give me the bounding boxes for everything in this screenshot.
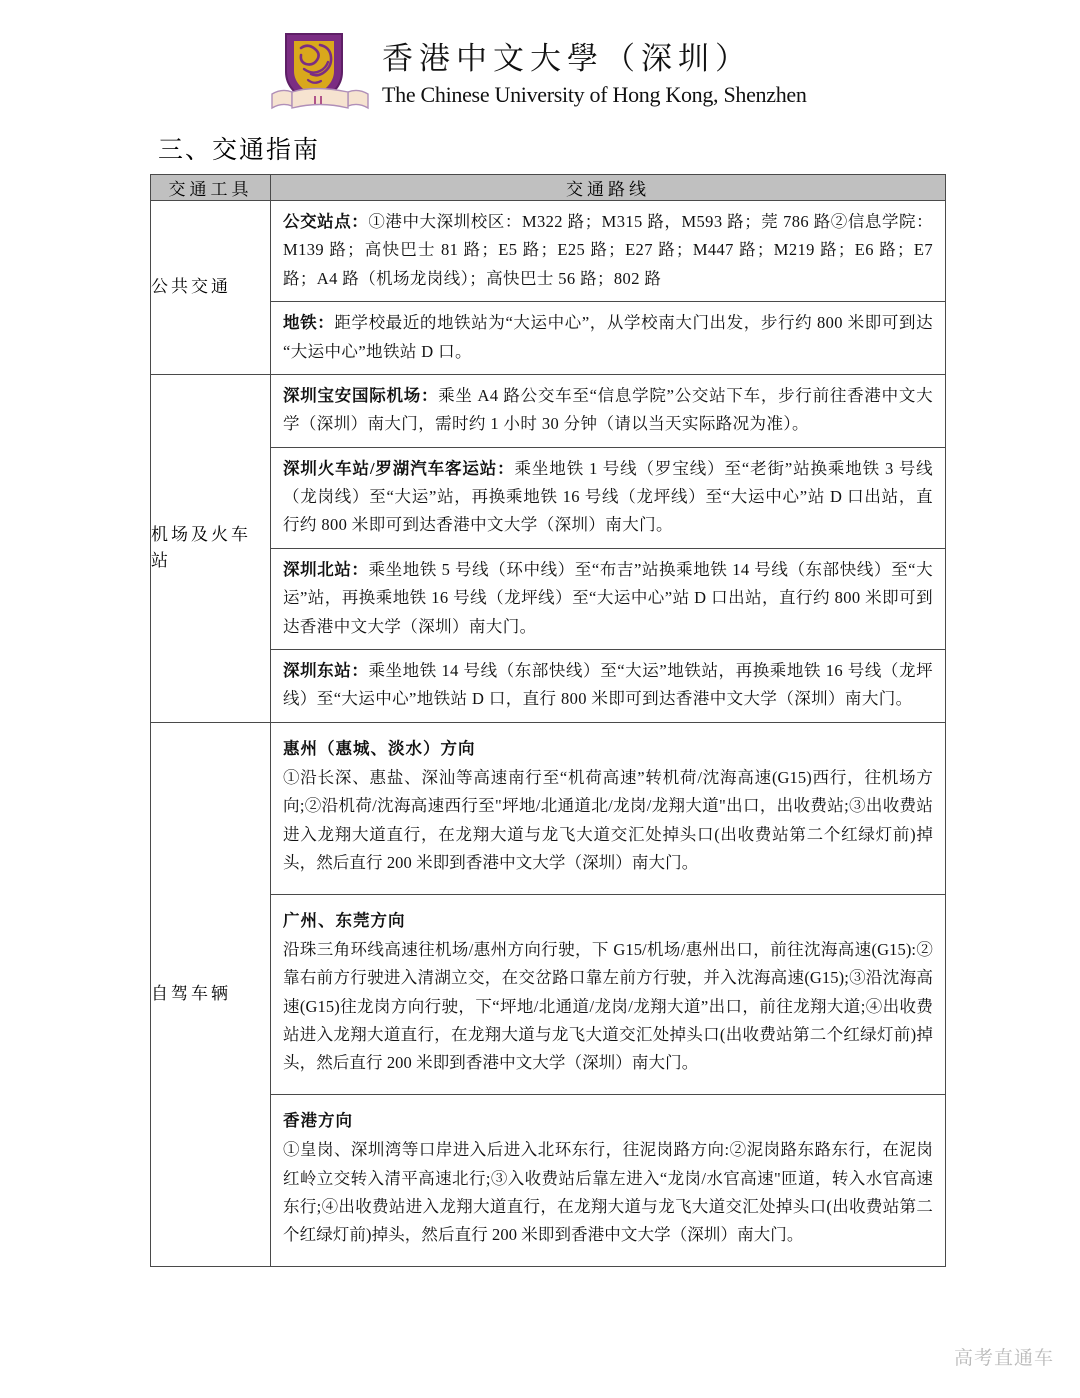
cuhk-shield-icon xyxy=(268,28,372,120)
route-lead-label: 深圳北站： xyxy=(283,559,369,579)
route-text: 乘坐 A4 路公交车至“信息学院”公交站下车，步行前往香港中文大学（深圳）南大门，需时约 1 小时 30 分钟（请以当天实际路况为准）。 xyxy=(283,385,933,434)
letterhead-text xyxy=(382,39,807,108)
route-lead-label: 地铁： xyxy=(283,313,335,333)
route-metro xyxy=(271,302,945,374)
table-row xyxy=(151,374,946,722)
row-label-self-driving: 自驾车辆 xyxy=(151,722,271,1266)
page-title: 三、交通指南 xyxy=(158,137,321,164)
direction-heading: 惠州（惠城、淡水）方向 xyxy=(283,738,476,758)
route-direction-hongkong xyxy=(271,1095,945,1266)
direction-heading: 广州、东莞方向 xyxy=(283,910,406,930)
route-bus-stops xyxy=(271,201,945,302)
route-text: 距学校最近的地铁站为“大运中心”，从学校南大门出发，步行约 800 米即可到达“大运中心”地铁站 D 口。 xyxy=(283,313,934,361)
table-row xyxy=(151,201,946,375)
column-header-tool: 交通工具 xyxy=(151,175,271,201)
letterhead xyxy=(0,0,1080,108)
university-name-en: The Chinese University of Hong Kong, Shenzhen xyxy=(382,82,807,108)
route-shenzhen-east-station xyxy=(271,650,945,722)
row-label-public-transit: 公共交通 xyxy=(151,201,271,375)
row-routes-self-driving xyxy=(271,722,946,1266)
route-shenzhen-north-station xyxy=(271,549,945,650)
direction-body: ①沿长深、惠盐、深汕等高速南行至“机荷高速”转机荷/沈海高速(G15)西行，往机场方向;②沿机荷/沈海高速西行至"坪地/北通道北/龙岗/龙翔大道"出口，出收费站;③出收费站进入龙翔大道直行，在龙翔大道与龙飞大道交汇处掉头口(出收费站第二个红绿灯前)掉头，然后直行 200 米即到香港中文大学（深圳）南大门。 xyxy=(283,768,933,873)
route-direction-huizhou xyxy=(271,723,945,895)
table-row xyxy=(151,722,946,1266)
transport-guide-table xyxy=(150,174,946,1267)
direction-body: 沿珠三角环线高速往机场/惠州方向行驶，下 G15/机场/惠州出口，前往沈海高速(G15):②靠右前方行驶进入清湖立交，在交岔路口靠左前方行驶，并入沈海高速(G15);③沿沈海高速(G15)往龙岗方向行驶，下“坪地/北通道/龙岗/龙翔大道”出口，前往龙翔大道;④出收费站进入龙翔大道直行，在龙翔大道与龙飞大道交汇处掉头口(出收费站第二个红绿灯前)掉头，然后直行 200 米即到香港中文大学（深圳）南大门。 xyxy=(283,939,933,1073)
direction-heading: 香港方向 xyxy=(283,1110,353,1130)
route-lead-label: 深圳火车站/罗湖汽车客运站： xyxy=(283,458,515,478)
route-direction-guangzhou-dongguan xyxy=(271,895,945,1095)
row-label-airport-railway: 机场及火车站 xyxy=(151,374,271,722)
route-lead-label: 公交站点： xyxy=(283,212,369,231)
table-header-row xyxy=(151,175,946,201)
route-lead-label: 深圳东站： xyxy=(283,660,369,680)
direction-body: ①皇岗、深圳湾等口岸进入后进入北环东行，往泥岗路方向:②泥岗路东路东行，在泥岗红岭立交转入清平高速北行;③入收费站后靠左进入“龙岗/水官高速"匝道，转入水官高速东行;④出收费站进入龙翔大道直行，在龙翔大道与龙飞大道交汇处掉头口(出收费站第二个红绿灯前)掉头，然后直行 200 米即到香港中文大学（深圳）南大门。 xyxy=(283,1140,933,1245)
route-text: ①港中大深圳校区：M322 路；M315 路，M593 路；莞 786 路②信息学院：M139 路；高快巴士 81 路；E5 路；E25 路；E27 路；M447 路；M219 路；E6 路；E7 路；A4 路（机场龙岗线）；高快巴士 56 路；802 路 xyxy=(283,212,934,288)
route-lead-label: 深圳宝安国际机场： xyxy=(283,385,439,405)
watermark: 高考直通车 xyxy=(953,1348,1054,1369)
transport-guide-table-wrapper xyxy=(150,174,945,1267)
row-routes-airport-railway xyxy=(271,374,946,722)
row-routes-public-transit xyxy=(271,201,946,375)
column-header-route: 交通路线 xyxy=(271,175,946,201)
route-text: 乘坐地铁 14 号线（东部快线）至“大运”地铁站，再换乘地铁 16 号线（龙坪线）至“大运中心”地铁站 D 口，直行 800 米即可到达香港中文大学（深圳）南大门。 xyxy=(283,660,934,709)
route-shenzhen-railway-luohu-bus xyxy=(271,448,945,549)
route-text: 乘坐地铁 1 号线（罗宝线）至“老街”站换乘地铁 3 号线（龙岗线）至“大运”站，再换乘地铁 16 号线（龙坪线）至“大运中心”站 D 口出站，直行约 800 米即可到达香港中文大学（深圳）南大门。 xyxy=(283,458,933,535)
route-text: 乘坐地铁 5 号线（环中线）至“布吉”站换乘地铁 14 号线（东部快线）至“大运”站，再换乘地铁 16 号线（龙坪线）至“大运中心”站 D 口出站，直行约 800 米即可到达香港中文大学（深圳）南大门。 xyxy=(283,559,934,636)
route-baoan-airport xyxy=(271,375,945,448)
university-name-cn: 香港中文大學（深圳） xyxy=(382,41,752,77)
